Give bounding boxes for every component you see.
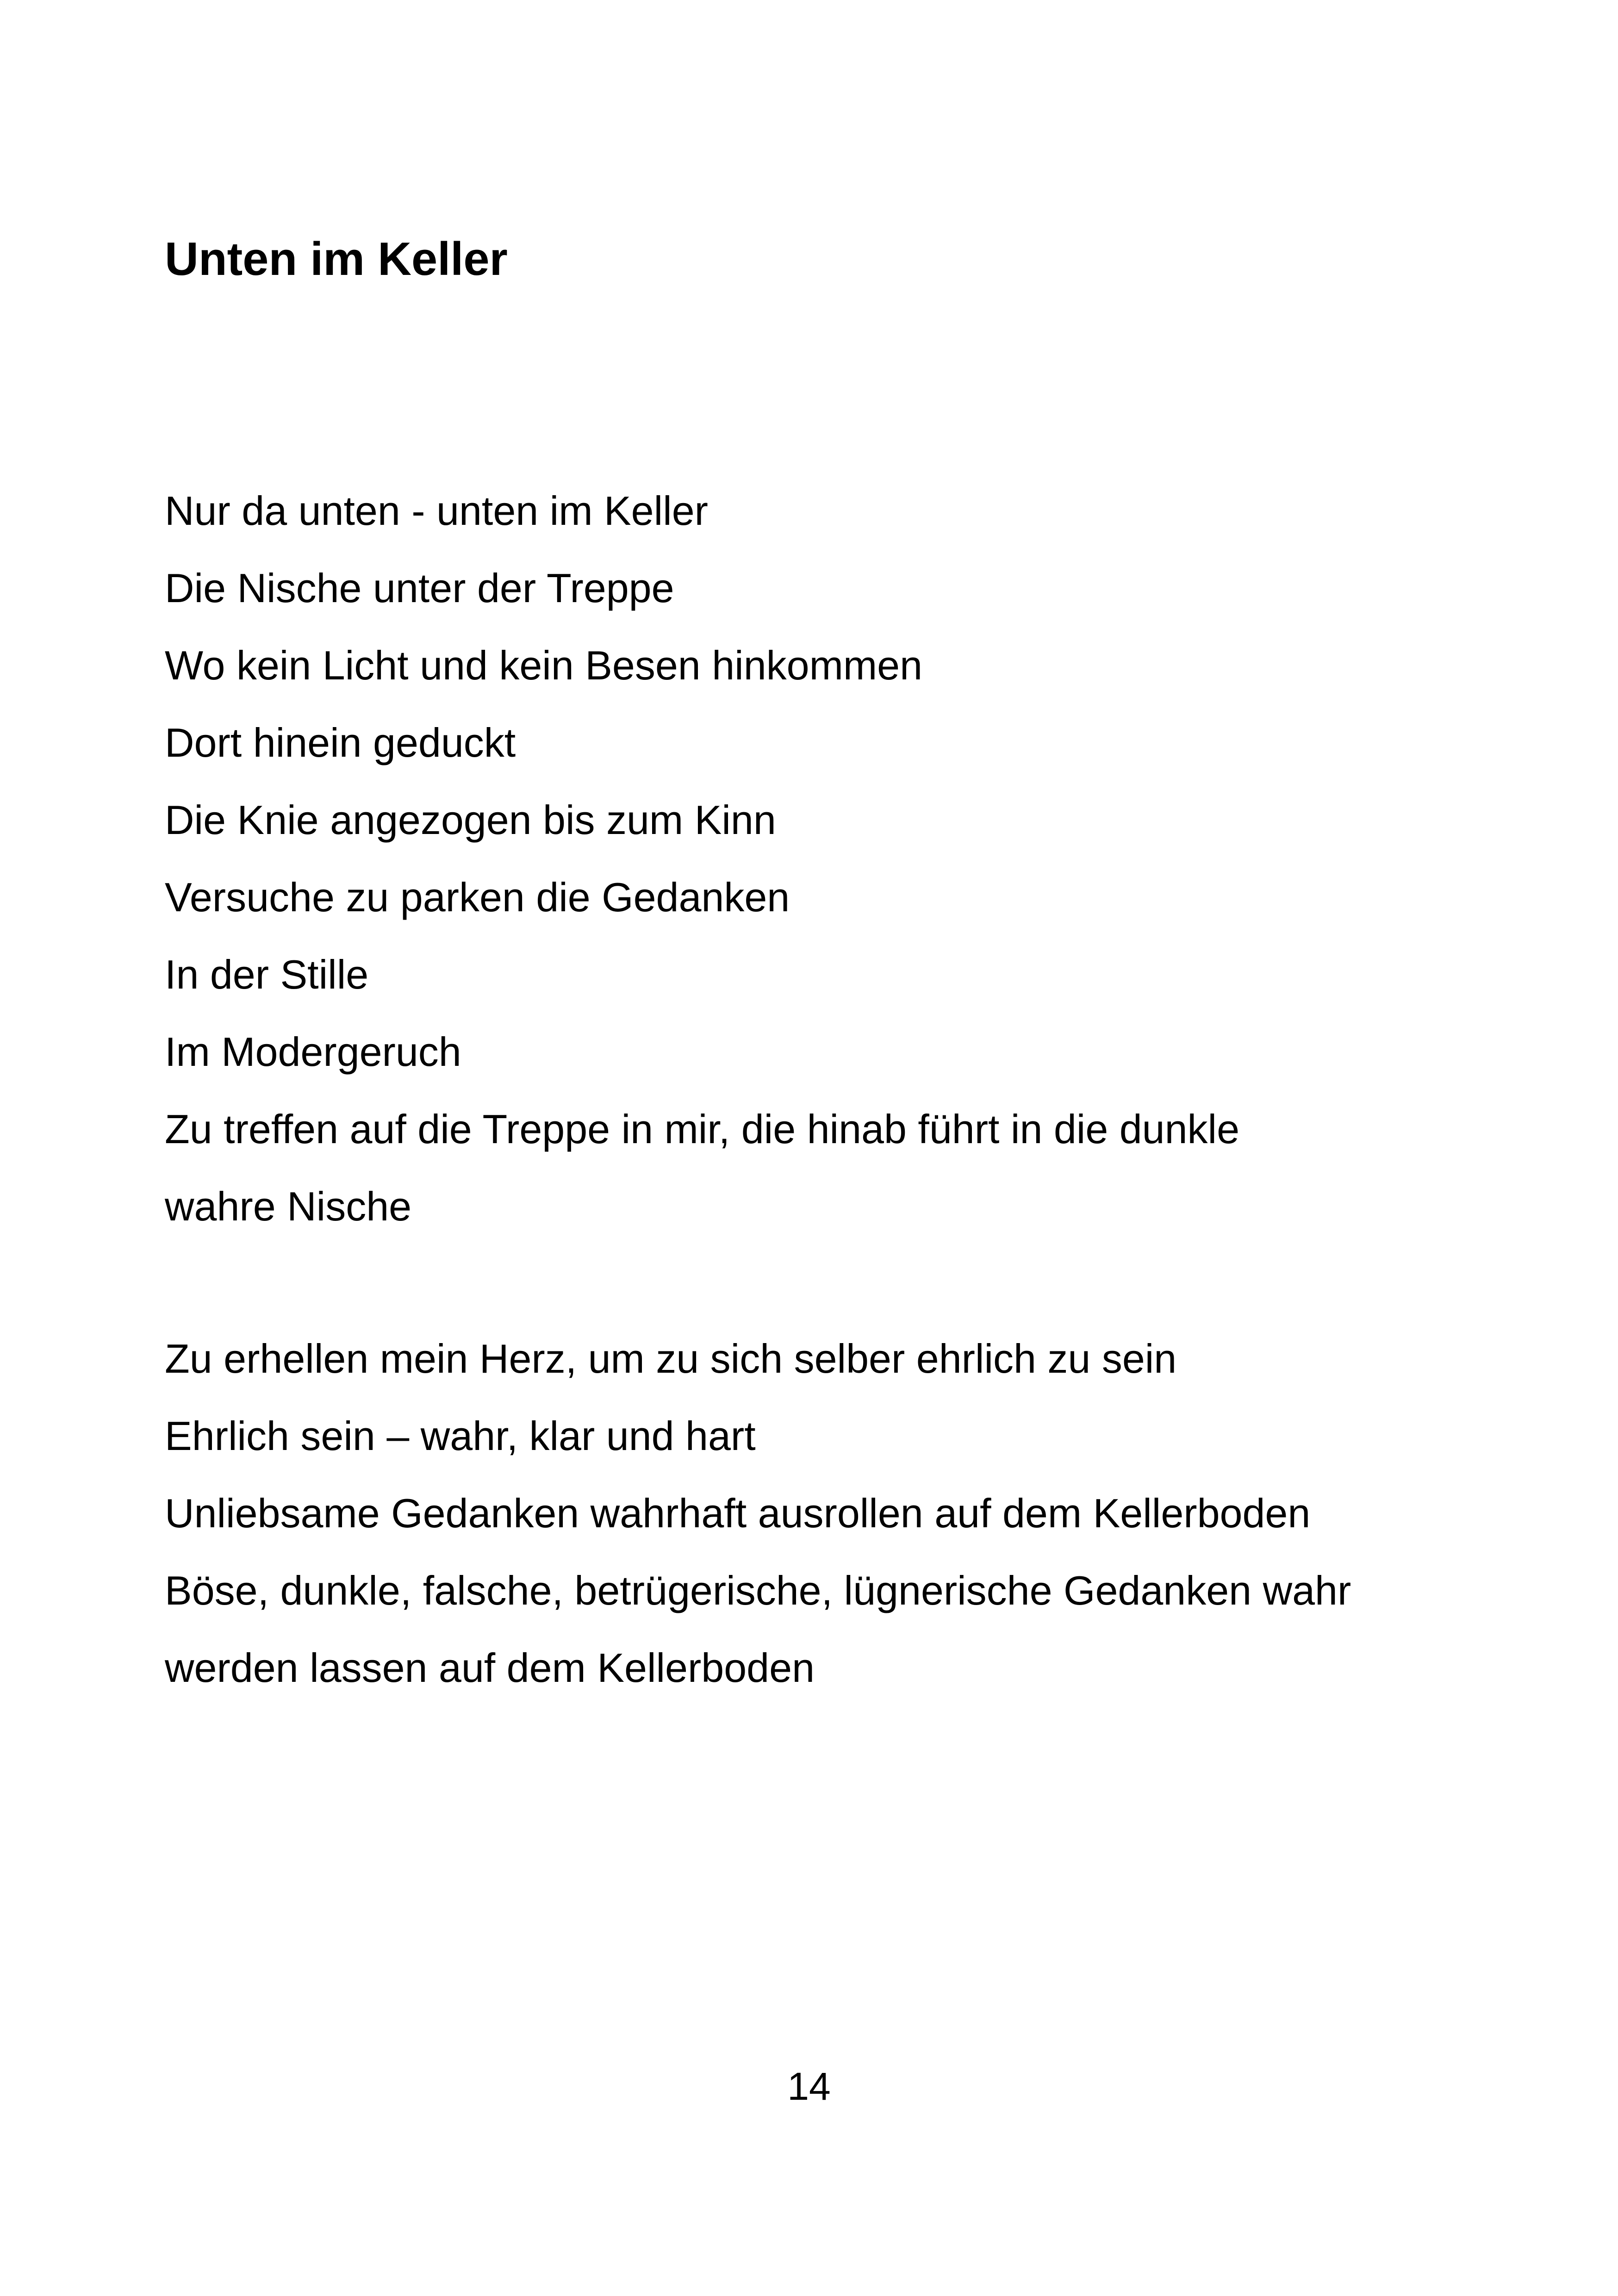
poem-line: Versuche zu parken die Gedanken [165,874,790,920]
poem-line: Ehrlich sein – wahr, klar und hart [165,1413,756,1459]
poem-line: Dort hinein geduckt [165,720,516,765]
poem-line: Zu treffen auf die Treppe in mir, die hinab führt in die dunkle [165,1106,1240,1152]
poem-line: Unliebsame Gedanken wahrhaft ausrollen auf dem Kellerboden [165,1490,1311,1536]
poem-line: Die Nische unter der Treppe [165,565,674,611]
stanza-2 [165,1320,1351,1706]
poem-line: In der Stille [165,952,369,997]
poem-line: Böse, dunkle, falsche, betrügerische, lügnerische Gedanken wahr [165,1568,1351,1613]
page-number: 14 [787,2065,831,2108]
poem-line: Zu erhellen mein Herz, um zu sich selber ehrlich zu sein [165,1336,1177,1381]
poem-line: wahre Nische [165,1183,412,1229]
stanza-1 [165,472,1239,1245]
poem-line: Im Modergeruch [165,1029,461,1075]
poem-title: Unten im Keller [165,233,508,285]
poem-line: Wo kein Licht und kein Besen hinkommen [165,642,923,688]
poem-line: Nur da unten - unten im Keller [165,488,708,534]
poem-line: Die Knie angezogen bis zum Kinn [165,797,776,843]
poem-line: werden lassen auf dem Kellerboden [165,1645,815,1691]
